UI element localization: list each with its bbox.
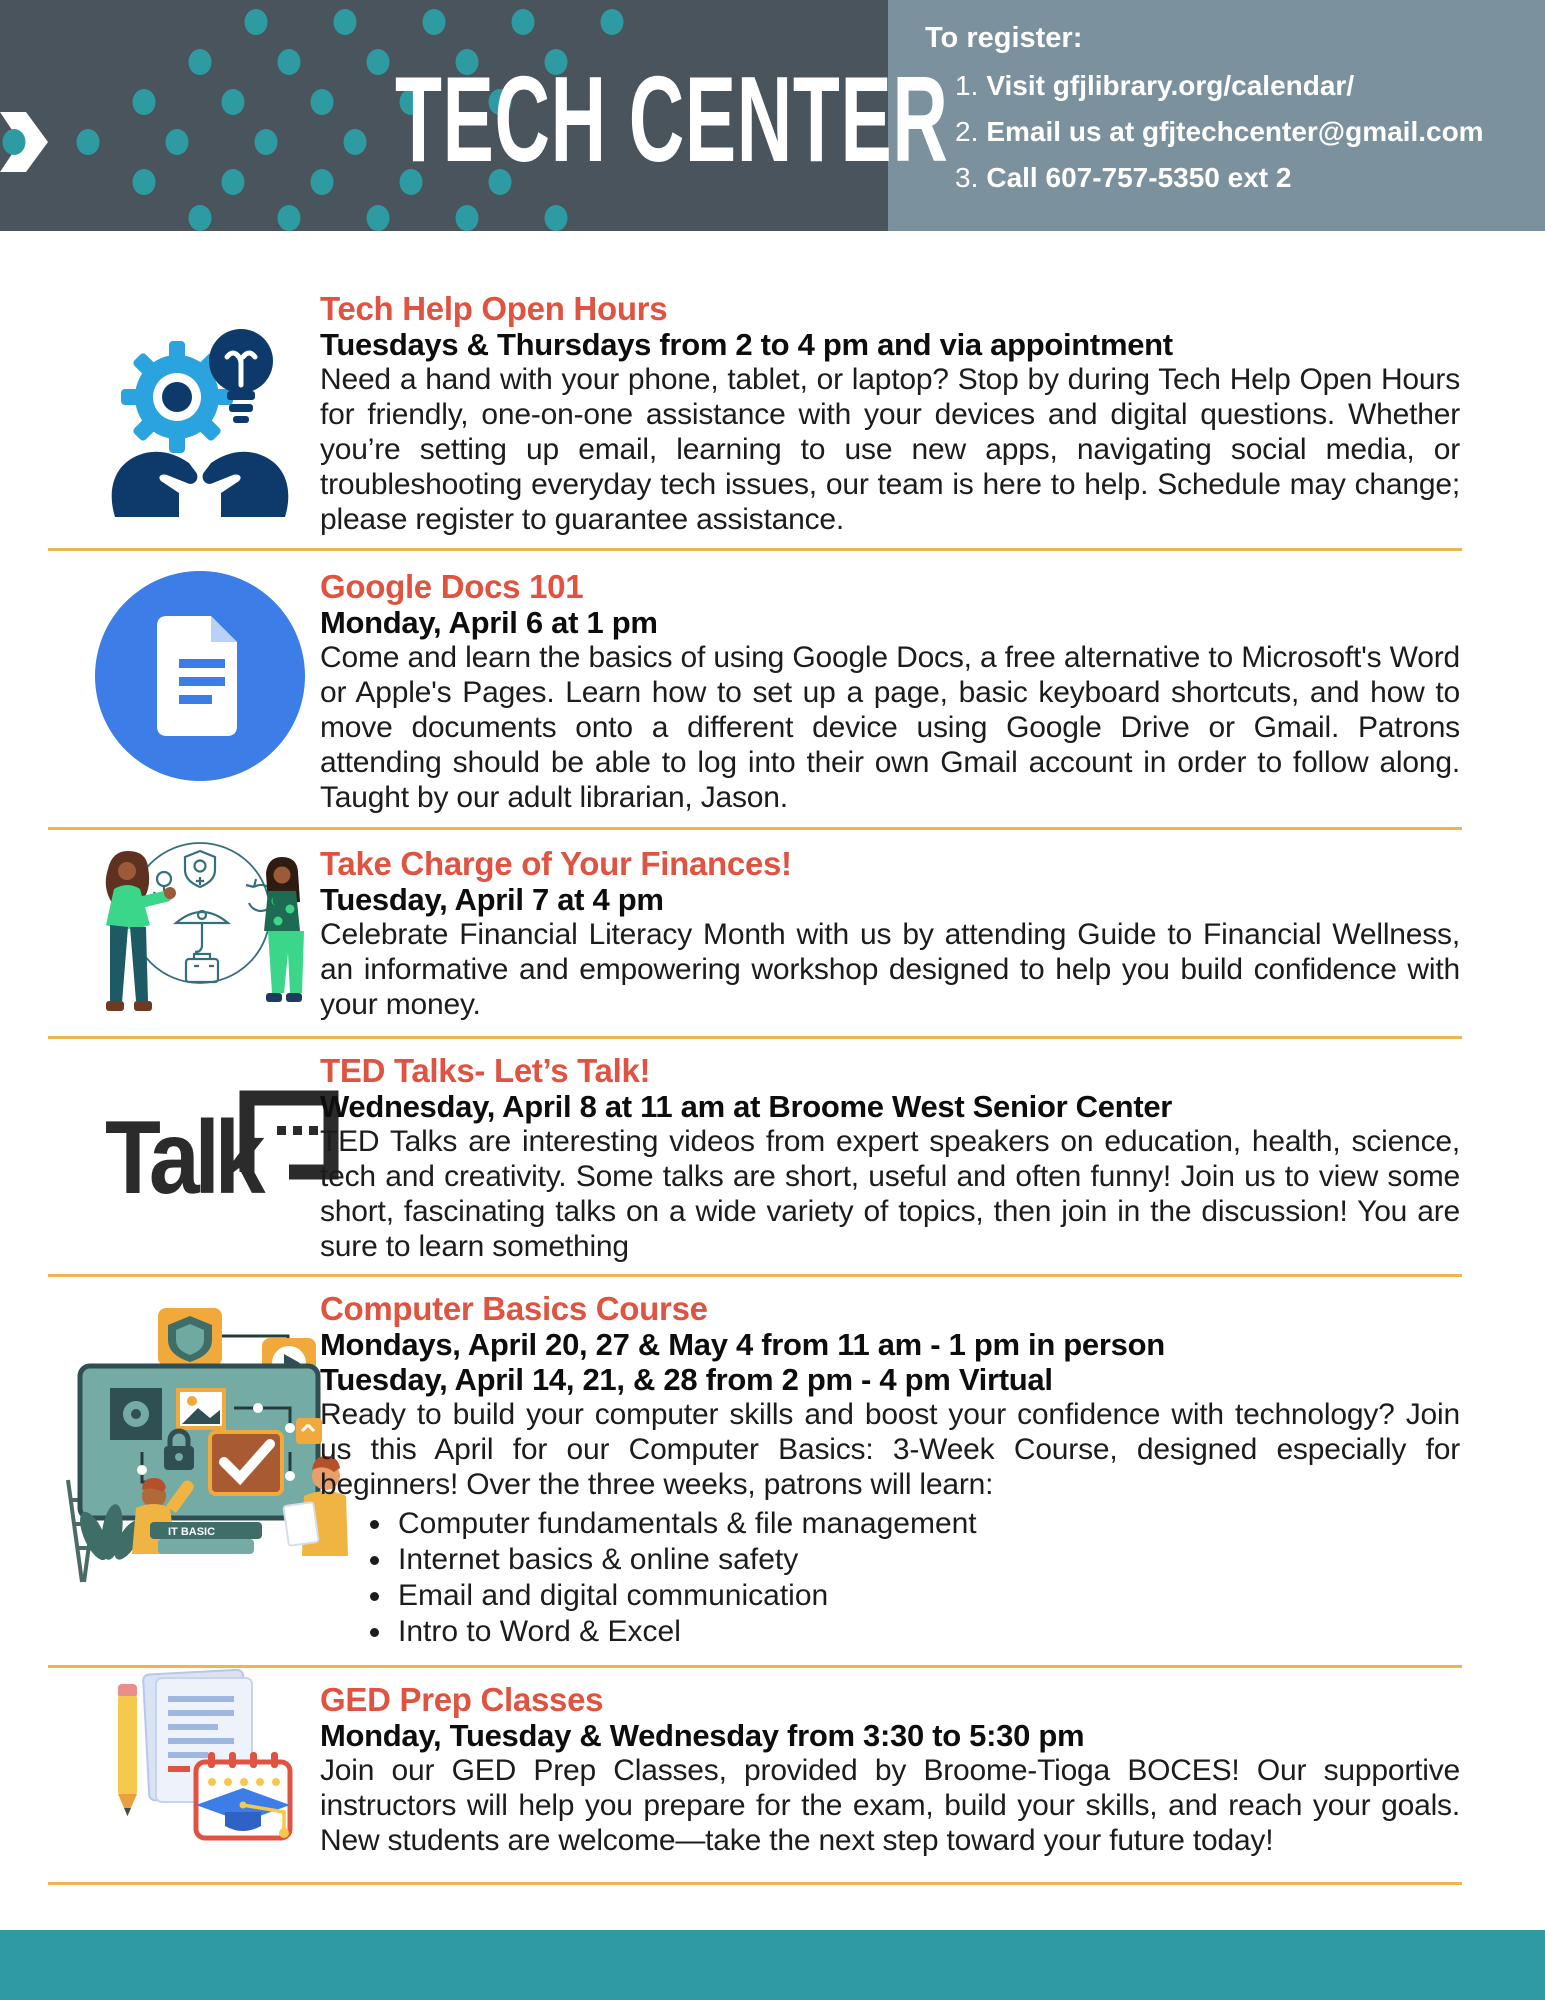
talk-logo <box>105 1088 335 1218</box>
divider-line <box>48 1036 1462 1039</box>
divider-line <box>48 548 1462 551</box>
talk-logo-text: Talk <box>105 1100 261 1216</box>
register-heading: To register: <box>925 22 1083 54</box>
register-item: 3. Call 607-757-5350 ext 2 <box>955 162 1292 193</box>
section-schedule: Tuesday, April 14, 21, & 28 from 2 pm - 4 pm Virtual <box>320 1362 1053 1397</box>
section-title: Google Docs 101 <box>320 568 584 605</box>
section-schedule: Tuesdays & Thursdays from 2 to 4 pm and via appointment <box>320 327 1173 362</box>
section-body: Ready to build your computer skills and boost your confidence with technology? Join us this April for our Computer Basics: 3-Week Course, designed especially for beginners! Over the three weeks, patrons will learn: <box>320 1398 1460 1501</box>
section-schedule: Monday, April 6 at 1 pm <box>320 605 658 640</box>
section-schedule: Wednesday, April 8 at 11 am at Broome West Senior Center <box>320 1089 1173 1124</box>
hands-gear-lightbulb-icon <box>105 295 295 525</box>
section-title: Take Charge of Your Finances! <box>320 845 792 882</box>
divider-line <box>48 827 1462 830</box>
section-schedule: Monday, Tuesday & Wednesday from 3:30 to 5:30 pm <box>320 1718 1085 1753</box>
section-body: Need a hand with your phone, tablet, or laptop? Stop by during Tech Help Open Hours for friendly, one-on-one assistance with your devices and digital questions. Whether you’re setting up email, learning to use new apps, navigating social media, or troubleshooting everyday tech issues, our team is here to help. Schedule may change; please register to guarantee assistance. <box>320 363 1460 536</box>
page-title: TECH CENTER <box>395 51 949 187</box>
section-body: TED Talks are interesting videos from expert speakers on education, health, science, tech and creativity. Some talks are short, useful and often funny! Join us to view some short, fascinating talks on a wide variety of topics, then join in the discussion! You are sure to learn something <box>320 1125 1460 1263</box>
financial-wellness-illustration <box>80 835 315 1025</box>
section-ged-prep <box>320 1681 1460 1858</box>
section-title: Computer Basics Course <box>320 1290 708 1327</box>
course-topic-list <box>320 1506 1460 1650</box>
divider-line <box>48 1274 1462 1277</box>
divider-line <box>48 1882 1462 1885</box>
section-body: Join our GED Prep Classes, provided by Broome-Tioga BOCES! Our supportive instructors will help you prepare for the exam, build your skills, and reach your goals. New students are welcome—take the next step toward your future today! <box>320 1754 1460 1857</box>
book-spine-label: IT BASIC <box>168 1526 216 1538</box>
list-item: Computer fundamentals & file management <box>398 1506 1460 1542</box>
section-title: TED Talks- Let’s Talk! <box>320 1052 651 1089</box>
list-item: Email and digital communication <box>398 1578 1460 1614</box>
google-docs-icon <box>95 571 305 786</box>
section-body: Come and learn the basics of using Google Docs, a free alternative to Microsoft's Word or Apple's Pages. Learn how to set up a page, basic keyboard shortcuts, and how to move documents onto a different device using Google Drive or Gmail. Patrons attending should be able to log into their own Gmail account in order to follow along. Taught by our adult librarian, Jason. <box>320 641 1460 814</box>
list-item: Intro to Word & Excel <box>398 1614 1460 1650</box>
section-finances <box>320 845 1460 1022</box>
section-computer-basics <box>320 1290 1460 1650</box>
chevron-icon <box>0 112 48 172</box>
section-ted-talks <box>320 1052 1460 1264</box>
header-banner <box>0 0 1545 231</box>
section-title: Tech Help Open Hours <box>320 290 668 327</box>
register-item: 1. Visit gfjlibrary.org/calendar/ <box>955 70 1355 101</box>
section-title: GED Prep Classes <box>320 1681 604 1718</box>
computer-basics-illustration <box>58 1300 348 1595</box>
register-item: 2. Email us at gfjtechcenter@gmail.com <box>955 116 1484 147</box>
list-item: Internet basics & online safety <box>398 1542 1460 1578</box>
section-schedule: Tuesday, April 7 at 4 pm <box>320 882 664 917</box>
register-instructions <box>925 22 1484 193</box>
footer-bar <box>0 1930 1545 2000</box>
section-schedule: Mondays, April 20, 27 & May 4 from 11 am - 1 pm in person <box>320 1327 1165 1362</box>
ged-supplies-illustration <box>108 1662 303 1862</box>
section-tech-help <box>320 290 1460 537</box>
section-body: Celebrate Financial Literacy Month with us by attending Guide to Financial Wellness, an informative and empowering workshop designed to help you build confidence with your money. <box>320 918 1460 1021</box>
section-google-docs <box>320 568 1460 815</box>
